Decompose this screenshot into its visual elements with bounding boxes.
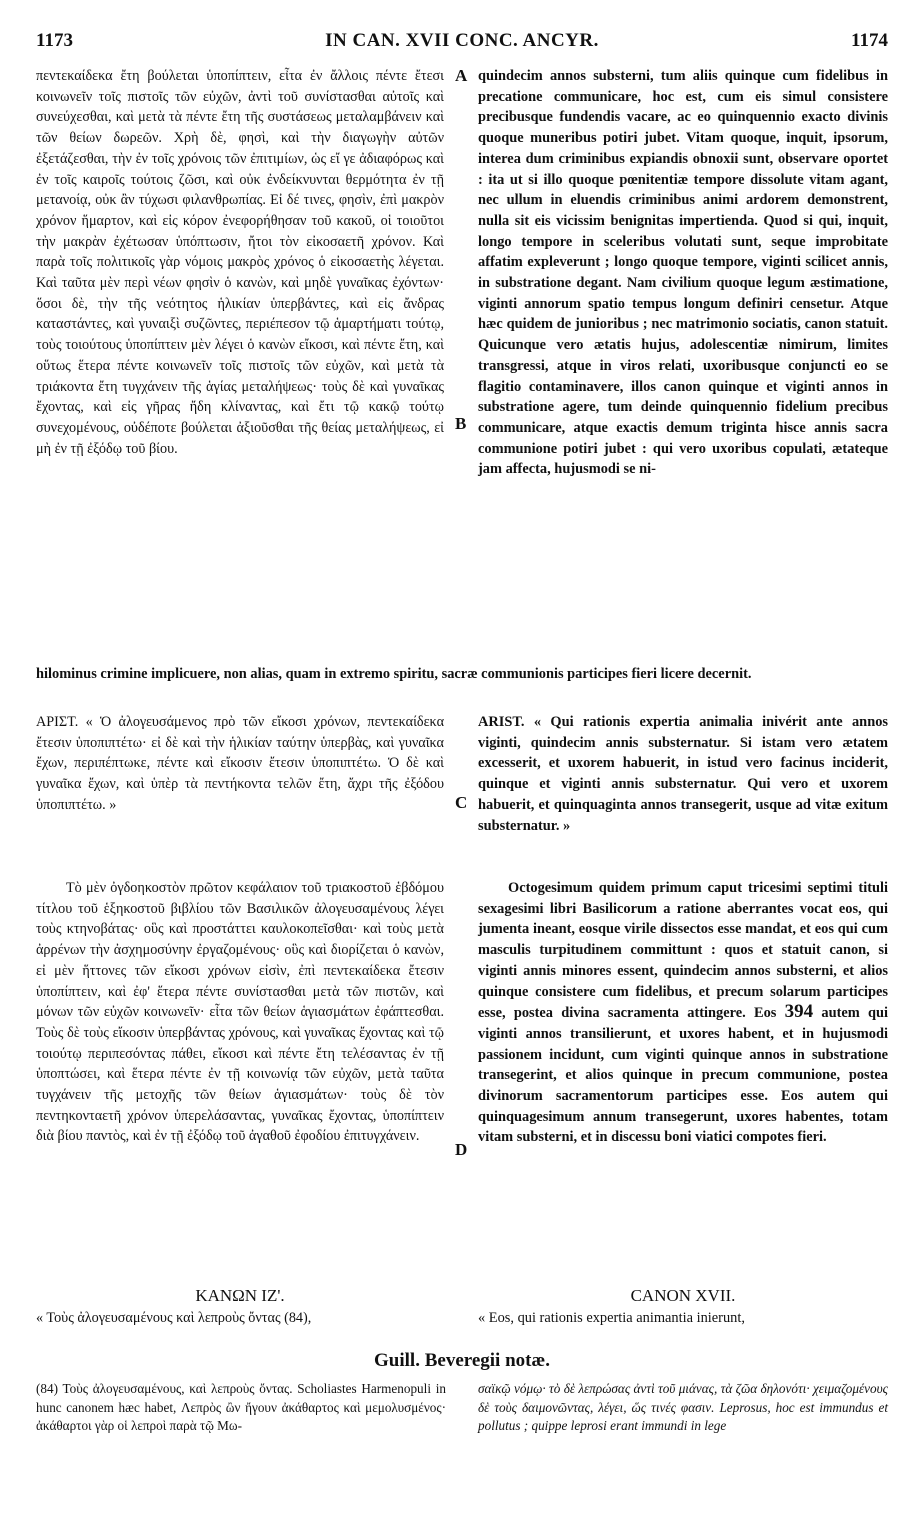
notes-title: Guill. Beveregii notæ. [374,1350,550,1371]
page-header [36,30,888,56]
notes-left-column: (84) Τοὺς ἀλογευσαμένους, καὶ λεπροὺς ὄντας. Scholiastes Harmenopuli in hunc canonem hæc habet, Λεπρὸς ὢν ἤγουν ἀκάθαρτος καὶ μεμολυσμένος· ἀκάθαρτοι γὰρ οἱ λεπροὶ παρὰ τῷ Μω- [36,1381,446,1433]
running-title: IN CAN. XVII CONC. ANCYR. [325,30,599,51]
margin-marker-d: D [455,1140,468,1159]
margin-marker-b: B [455,414,467,433]
latin-canon-heading: CANON XVII. [630,1286,736,1305]
latin-canon-text: « Eos, qui rationis expertia animantia inierunt, [478,1310,745,1326]
greek-commentary: Τὸ μὲν ὀγδοηκοστὸν πρῶτον κεφάλαιον τοῦ τριακοστοῦ ἑβδόμου τίτλου τοῦ ἑξηκοστοῦ βιβλίου τῶν Βασιλικῶν ἀλογευσαμένους λέγει τοὺς κτηνοβάτας· οὓς καὶ προστάττει καυλοκοπεῖσθαι· καὶ τοὺς μετὰ ἀρρένων τὴν ἀσχημοσύνην ἐργαζομένους· οὓς καὶ διορίζεται ὁ κανὼν, εἰ μὲν ἥττονες τῶν εἴκοσι χρόνων εἰσὶν, ἐπὶ πεντεκαίδεκα ἔτεσιν ὑποπίπτειν, καὶ ἐφ' ἕτερα πέντε συνίστασθαι μετὰ τῶν πιστῶν, καὶ μόνων τῶν εὐχῶν κοινωνεῖν· εἶτα τῶν θείων ἁγιασμάτων ἐφάπτεσθαι. Τοὺς δὲ τοὺς εἴκοσιν ὑπερβάντας χρόνους, καὶ γυναῖκας ἔχοντας καὶ τῷ τοιούτῳ περιπεσόντας πάθει, εἴκοσι καὶ πέντε ἔτη τελέσαντας ἐν τῇ ὑποπτώσει, καὶ ἕτερα πέντε ἐν τῇ κοινωνίᾳ τῶν εὐχῶν, μετὰ ταῦτα τυγχάνειν τῆς μετοχῆς τῶν θείων ἁγιασμάτων· τοὺς δὲ τὸν πεντηκονταετῆ χρόνον ὑπερελάσαντας, γυναῖκας ἔχοντας, ὑποπίπτειν διὰ βίου παντὸς, καὶ ἐν τῇ ἐξόδῳ τοῦ ἀγαθοῦ ἐφοδίου ἐπιτυγχάνειν. [36,880,444,1145]
full-width-continuation: hilominus crimine implicuere, non alias, quam in extremo spiritu, sacræ communionis participes fieri licere decernit. [36,666,752,682]
greek-aristenus-quote: ΑΡΙΣΤ. « Ὁ ἀλογευσάμενος πρὸ τῶν εἴκοσι χρόνων, πεντεκαίδεκα ἔτεσιν ὑποπιπτέτω· εἰ δὲ καὶ τὴν ἡλικίαν ταύτην ὑπερβὰς, καὶ γυναῖκα ἔχων, περιπέπτωκε, πέντε καὶ εἴκοσιν ἔτεσιν ὑποπιπτέτω. Ὁ δὲ καὶ γυναῖκα ἔχων, καὶ ὑπὲρ τὰ πεντήκοντα τελῶν ἔτη, ἄχρι τῆς ἐξόδου ὑποπιπτέτω. » [36,714,444,813]
latin-commentary-part1: Octogesimum quidem primum caput tricesimi septimi tituli sexagesimi libri Basilicorum a ratione aberrantes vocat eos, qui jumenta ineant, eosque virile dissectos esse mandat, et eos qui cum masculis turpitudinem committunt : quos et statuit canon, si viginti annis minores essent, quindecim annos substerni, et alios quinque consistere cum fidelibus, et precum solarum participes esse, postea divina sacramenta attingere. Eos [478,880,888,1022]
margin-marker-c: C [455,793,468,812]
latin-commentary-part2: autem qui viginti annos transilierunt, et uxores habent, et in hujusmodi passionem incidunt, cum viginti quinque annos in substratione transegerint, et alios quinque in precum communione, postea divinorum sacramentorum participes esse. Eos autem qui quinquagesimum annum transegerunt, uxores habentes, totam vitam substerni, et in discessu boni viatici compotes fieri. [478,1005,888,1146]
greek-canon-heading: ΚΑΝΩΝ ΙΖ'. [195,1286,285,1305]
latin-column-section1: quindecim annos substerni, tum aliis quinque cum fidelibus in precatione communicare, hoc est, cum eis simul consistere precibusque fundendis vacare, ac eo quinquennio exacto divinis quoque muneribus potiri jubet. Vitam quoque, inquit, ipsorum, interea dum criminibus expiandis obnoxii sunt, observare oportet : ita ut si illo quoque pœnitentiæ tempore dissolute vitam agant, nec ullum in eluendis criminibus animi ardorem demonstrent, nulla sit eis vicissim benignitas impertienda. Quod si qui, inquit, longo tempore in sceleribus volutati sunt, seque improbitate affatim expleverunt ; longo quoque tempore, viginti scilicet annis, in substratione degant. Nam civilium quoque legum æstimatione, viginti annorum spatio tempus longum definiri censetur. Atque hæc quidem de junioribus ; nec matrimonio sociatis, canon statuit. Quicunque vero ætatis hujus, adolescentiæ nimirum, limites transgressi, atque in viros relati, uxoribusque conjuncti eo se flagitio contaminavere, illos canon quinque et viginti annos in substratione agere, tum deinde quinquennio fidelium precibus communicare, atque exactis demum triginta hisce annis sacra communione potiri jubet : qui vero uxoribus copulati, ætateque jam affecta, hujusmodi se ni- [478,68,888,478]
page-number-left: 1173 [36,30,73,51]
greek-canon-text: « Τοὺς ἀλογευσαμένους καὶ λεπροὺς ὄντας (84), [36,1310,312,1326]
page-number-right: 1174 [851,30,888,51]
edition-page-marker: 394 [784,1001,814,1023]
latin-commentary [478,878,888,1148]
greek-column-section1: πεντεκαίδεκα ἔτη βούλεται ὑποπίπτειν, εἶτα ἐν ἄλλοις πέντε ἔτεσι κοινωνεῖν τοῖς πιστοῖς τῶν εὐχῶν, ἀντὶ τοῦ συνίστασθαι αὐτοῖς καὶ συνεύχεσθαι, καὶ μετὰ τὰ πέντε ἔτη τῆς συστάσεως μεταλαμβάνειν καὶ τῶν θείων δωρεῶν. Χρὴ δὲ, φησὶ, καὶ τὴν διαγωγὴν αὐτῶν ἐξετάζεσθαι, τὴν ἐν τοῖς χρόνοις τῶν ἐπιτιμίων, ὡς εἴ γε ἀδιαφόρως καὶ ἐν τοῖς καιροῖς τούτοις ζῶσι, καὶ οὐκ ἐνδείκνυνται θερμότητα ἐν τῇ μετανοίᾳ, οὐκ ἂν τύχωσι φιλανθρωπίας. Εἰ δέ τινες, φησὶν, ἐπὶ μακρὸν χρόνον ἥμαρτον, καὶ εἰς κόρον ἐνεφορήθησαν τοῦ κακοῦ, οἱ τοιοῦτοι τὴν μακρὰν ἐχέτωσαν ὑπόπτωσιν, ἤτοι τὸν εἰκοσαετῆ χρόνον. Καὶ παρὰ τοῖς πολιτικοῖς γὰρ νόμοις μακρὸς χρόνος ὁ εἰκοσαετὴς λέγεται. Καὶ ταῦτα μὲν περὶ νέων φησὶν ὁ κανὼν, καὶ μηδὲ γυναῖκας ἐχόντων· ὅσοι δὲ, τὴν τῆς νεότητος ἡλικίαν ὑπερβάντες, καὶ εἰς ἄνδρας καταστάντες, καὶ γυναιξὶ συζῶντες, περιέπεσον τῷ ἁμαρτήματι τούτῳ, τοὺς τοιούτους ὑποπίπτειν μὲν λέγει ὁ κανὼν εἴκοσι, καὶ πέντε ἔτη, καὶ οὕτως ἕτερα πέντε κοινωνεῖν τοῖς πιστοῖς τῶν εὐχῶν, καὶ μετὰ τὰ τριάκοντα ἔτη τυγχάνειν τῆς ἁγίας μεταλήψεως· τοὺς δὲ καὶ γυναῖκας ἔχοντας, καὶ εἰς γῆρας ἤδη κλίναντας, καὶ ἔτι τῷ κακῷ τούτῳ συνεχομένους, οὐδέποτε βούλεται ἀξιοῦσθαι τῆς θείας μεταλήψεως, εἰ μὴ ἐν τῇ ἐξόδῳ τοῦ βίου. [36,68,444,457]
latin-aristenus-quote: ARIST. « Qui rationis expertia animalia inivérit ante annos viginti, quindecim annis substernatur. Si istam vero ætatem excesserit, et uxorem habuerit, in istud vero facinus inciderit, quinque et viginti annis substernatur. Qui vero et uxorem habuerit, et quinquaginta annos transegerit, usque ad vitæ exitum substernatur. » [478,714,888,834]
margin-marker-a: A [455,66,468,85]
notes-right-column: σαϊκῷ νόμῳ· τὸ δὲ λεπρώσας ἀντὶ τοῦ μιάνας, τὰ ζῶα δηλονότι· χειμαζομένους δὲ τοὺς δαιμονῶντας, λέγει, ὥς τινές φασιν. Leprosus, hoc est immundus et pollutus ; quippe leprosi erant immundi in lege [478,1381,888,1433]
